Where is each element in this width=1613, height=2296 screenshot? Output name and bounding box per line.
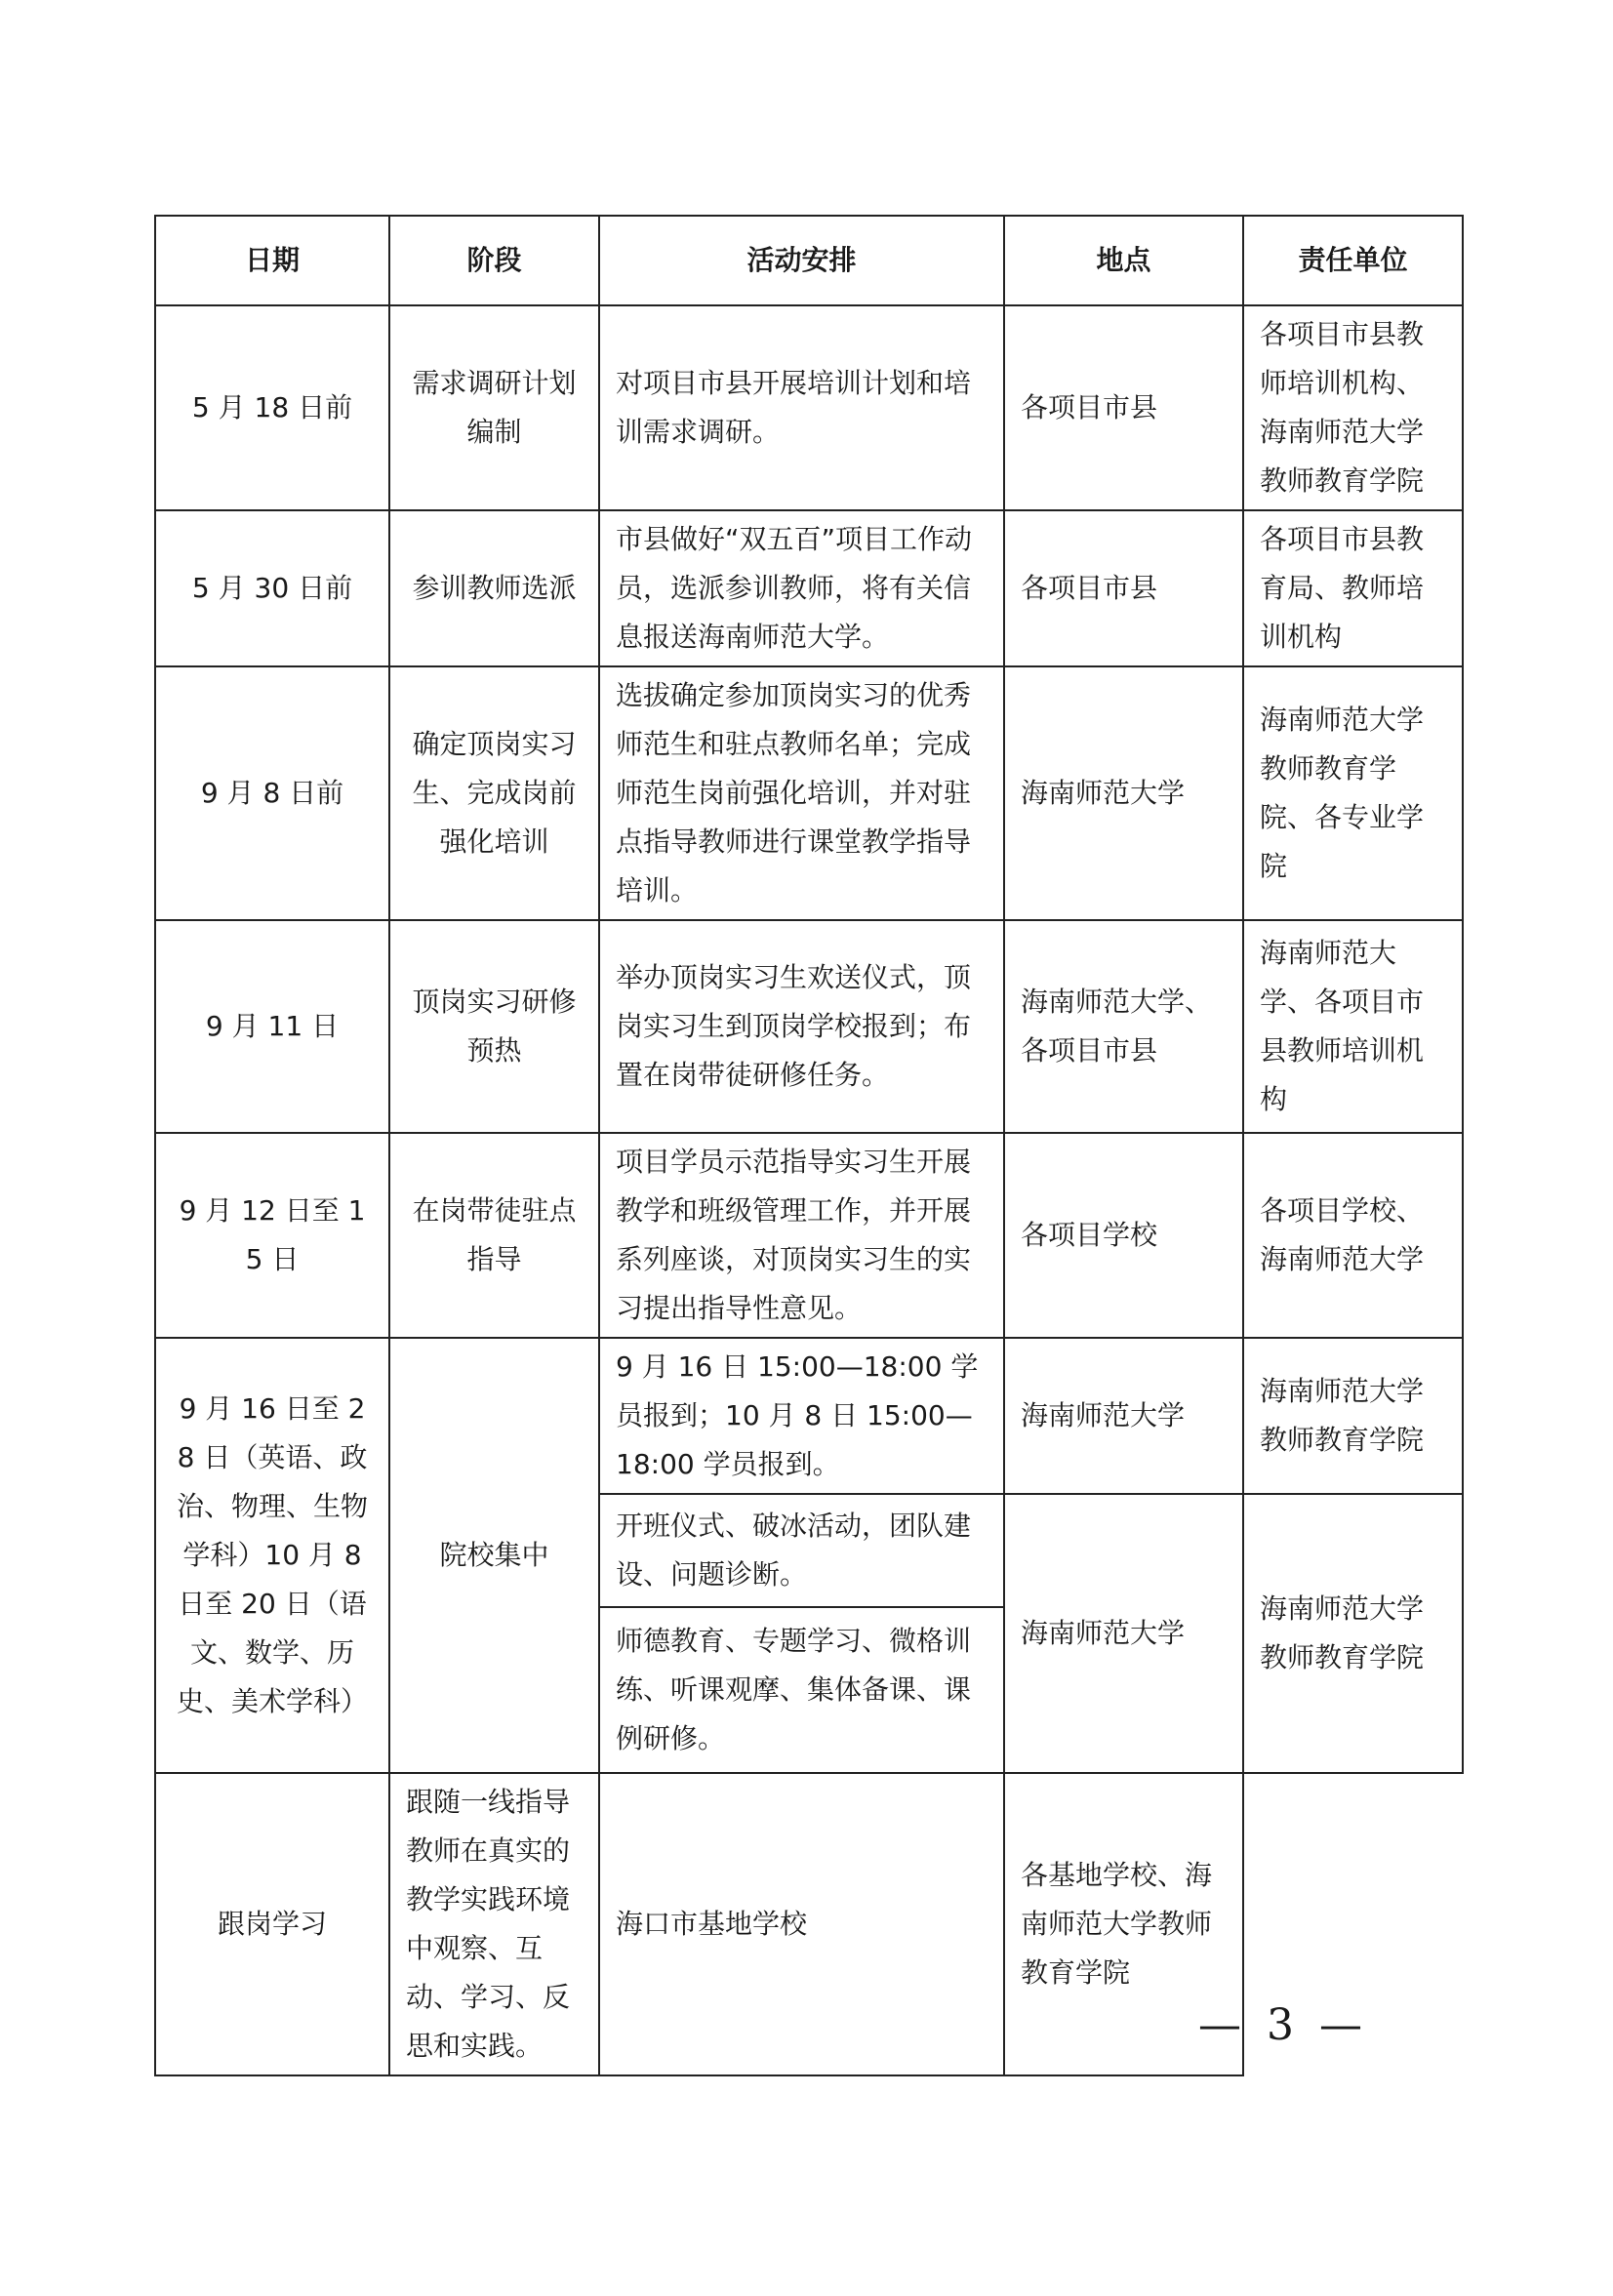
activity-cell: 选拔确定参加顶岗实习的优秀师范生和驻点教师名单；完成师范生岗前强化培训，并对驻点指导教师进行课堂教学指导培训。 (599, 666, 1004, 920)
header-unit: 责任单位 (1243, 216, 1463, 305)
date-cell: 9 月 11 日 (155, 920, 389, 1133)
location-cell: 各项目市县 (1004, 305, 1243, 510)
unit-cell: 各项目学校、海南师范大学 (1243, 1133, 1463, 1338)
header-date: 日期 (155, 216, 389, 305)
stage-cell: 在岗带徒驻点指导 (389, 1133, 599, 1338)
activity-cell: 师德教育、专题学习、微格训练、听课观摩、集体备课、课例研修。 (599, 1607, 1004, 1773)
stage-cell-shadowing: 跟岗学习 (155, 1773, 389, 2075)
activity-cell: 项目学员示范指导实习生开展教学和班级管理工作，并开展系列座谈，对顶岗实习生的实习提出指导性意见。 (599, 1133, 1004, 1338)
activity-cell: 举办顶岗实习生欢送仪式，顶岗实习生到顶岗学校报到；布置在岗带徒研修任务。 (599, 920, 1004, 1133)
location-cell: 各项目市县 (1004, 510, 1243, 666)
location-cell: 海南师范大学、各项目市县 (1004, 920, 1243, 1133)
date-cell: 5 月 30 日前 (155, 510, 389, 666)
stage-cell: 顶岗实习研修预热 (389, 920, 599, 1133)
activity-cell: 跟随一线指导教师在真实的教学实践环境中观察、互动、学习、反思和实践。 (389, 1773, 599, 2075)
location-cell: 海南师范大学 (1004, 666, 1243, 920)
unit-cell: 海南师范大学教师教育学院 (1243, 1338, 1463, 1494)
stage-cell: 确定顶岗实习生、完成岗前强化培训 (389, 666, 599, 920)
table-row (155, 1338, 1463, 1494)
activity-cell: 开班仪式、破冰活动，团队建设、问题诊断。 (599, 1494, 1004, 1607)
table-row (155, 305, 1463, 510)
location-cell: 各项目学校 (1004, 1133, 1243, 1338)
location-cell: 海南师范大学 (1004, 1494, 1243, 1773)
header-location: 地点 (1004, 216, 1243, 305)
header-stage: 阶段 (389, 216, 599, 305)
unit-cell: 各基地学校、海南师范大学教师教育学院 (1004, 1773, 1243, 2075)
date-cell: 5 月 18 日前 (155, 305, 389, 510)
unit-cell: 各项目市县教育局、教师培训机构 (1243, 510, 1463, 666)
unit-cell: 海南师范大学教师教育学院、各专业学院 (1243, 666, 1463, 920)
table-row (155, 920, 1463, 1133)
activity-cell: 9 月 16 日 15:00—18:00 学员报到；10 月 8 日 15:00—18:00 学员报到。 (599, 1338, 1004, 1494)
date-cell: 9 月 12 日至 15 日 (155, 1133, 389, 1338)
unit-cell: 海南师范大学教师教育学院 (1243, 1494, 1463, 1773)
page-number: — 3 — (1198, 2000, 1368, 2050)
location-cell: 海口市基地学校 (599, 1773, 1004, 2075)
stage-cell: 需求调研计划编制 (389, 305, 599, 510)
unit-cell: 各项目市县教师培训机构、海南师范大学教师教育学院 (1243, 305, 1463, 510)
header-activity: 活动安排 (599, 216, 1004, 305)
location-cell: 海南师范大学 (1004, 1338, 1243, 1494)
activity-cell: 市县做好“双五百”项目工作动员，选派参训教师，将有关信息报送海南师范大学。 (599, 510, 1004, 666)
stage-cell-campus: 院校集中 (389, 1338, 599, 1773)
table-row (155, 510, 1463, 666)
date-cell-group: 9 月 16 日至 28 日（英语、政治、物理、生物学科）10 月 8 日至 20 日（语文、数学、历史、美术学科） (155, 1338, 389, 1773)
unit-cell: 海南师范大学、各项目市县教师培训机构 (1243, 920, 1463, 1133)
schedule-table (154, 215, 1464, 2076)
table-row (155, 1133, 1463, 1338)
date-cell: 9 月 8 日前 (155, 666, 389, 920)
stage-cell: 参训教师选派 (389, 510, 599, 666)
table-row (155, 666, 1463, 920)
activity-cell: 对项目市县开展培训计划和培训需求调研。 (599, 305, 1004, 510)
header-row (155, 216, 1463, 305)
